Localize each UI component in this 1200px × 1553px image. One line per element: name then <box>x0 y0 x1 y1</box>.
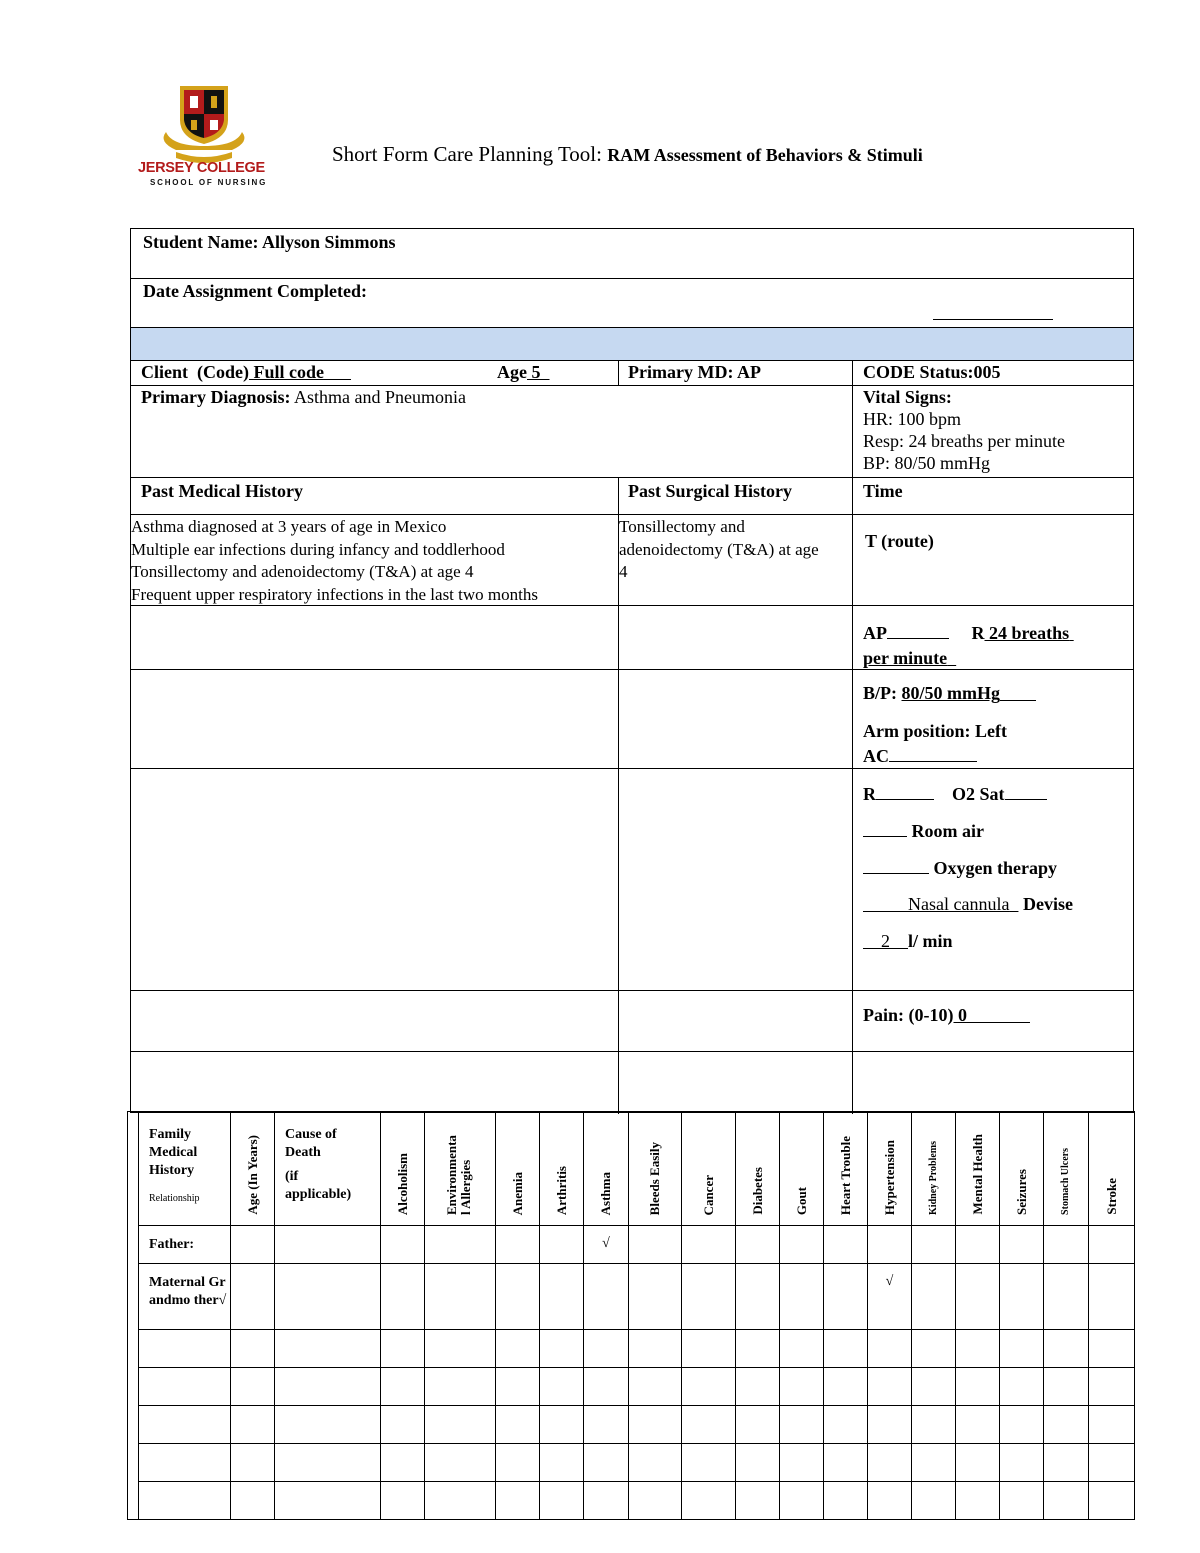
condition-header: Heart Trouble <box>824 1112 868 1226</box>
table-row <box>128 1330 1135 1368</box>
table-header-row <box>128 1112 1135 1226</box>
condition-header: Environmenta l Allergies <box>425 1112 496 1226</box>
lpm-label: l/ min <box>908 931 953 951</box>
student-name: Student Name: Allyson Simmons <box>143 232 396 252</box>
vital-hr: HR: 100 bpm <box>863 409 962 429</box>
list-item: Frequent upper respiratory infections in the last two months <box>131 584 538 604</box>
vital-bp: BP: 80/50 mmHg <box>863 453 991 473</box>
vital-signs-label: Vital Signs: <box>863 387 952 407</box>
past-medical-history-label: Past Medical History <box>141 481 303 501</box>
room-air-field <box>863 820 984 842</box>
logo-name: JERSEY COLLEGE <box>138 160 265 176</box>
age-field <box>497 361 550 383</box>
logo-subtitle: SCHOOL OF NURSING <box>150 178 268 187</box>
title-part1: Short Form Care Planning Tool: <box>332 142 602 166</box>
age-header: Age (In Years) <box>231 1112 275 1226</box>
ap-r-field <box>863 621 1074 671</box>
date-blank <box>933 319 1053 320</box>
condition-header: Diabetes <box>736 1112 780 1226</box>
condition-header: Cancer <box>682 1112 736 1226</box>
list-item: Asthma diagnosed at 3 years of age in Mexico <box>131 517 447 536</box>
medical-history-list <box>131 516 538 606</box>
family-history-table <box>127 1111 1135 1519</box>
client-code-label: Client (Code) <box>141 362 249 382</box>
time-label: Time <box>863 481 903 501</box>
age-label: Age <box>497 362 527 382</box>
bp-field <box>863 682 1036 704</box>
oxygen-therapy-field <box>863 857 1057 879</box>
family-history-header: Family Medical History Relationship <box>139 1112 231 1226</box>
condition-header: Kidney Problems <box>912 1112 956 1226</box>
cause-of-death-header: Cause of Death (if applicable) <box>275 1112 381 1226</box>
title-part2: RAM Assessment of Behaviors & Stimuli <box>607 145 923 165</box>
primary-diagnosis-label: Primary Diagnosis: <box>141 387 291 407</box>
list-item: adenoidectomy (T&A) at age <box>619 539 819 559</box>
table-row <box>128 1406 1135 1444</box>
condition-header: Bleeds Easily <box>629 1112 682 1226</box>
table-row <box>128 1444 1135 1482</box>
surgical-history-list <box>619 516 819 584</box>
condition-header: Mental Health <box>956 1112 1000 1226</box>
ap-label: AP <box>863 623 887 643</box>
vital-resp: Resp: 24 breaths per minute <box>863 431 1065 451</box>
past-surgical-history-label: Past Surgical History <box>628 481 792 501</box>
room-air-label: Room air <box>911 821 984 842</box>
code-status: CODE Status:005 <box>863 362 1001 382</box>
table-row <box>128 1368 1135 1406</box>
condition-header: Hypertension <box>868 1112 912 1226</box>
care-plan-form <box>130 228 1134 1113</box>
condition-header: Seizures <box>1000 1112 1044 1226</box>
pain-value: 0 <box>957 1005 967 1025</box>
relationship-label: Relationship <box>149 1193 200 1204</box>
table-row: Father: √ <box>128 1226 1135 1264</box>
ac-label: AC <box>863 746 889 766</box>
condition-header: Gout <box>780 1112 824 1226</box>
section-band <box>131 327 1133 360</box>
list-item: Tonsillectomy and <box>619 517 745 536</box>
bp-value: 80/50 mmHg <box>901 683 1000 703</box>
list-item: Tonsillectomy and adenoidectomy (T&A) at age 4 <box>131 562 474 581</box>
condition-header: Arthritis <box>540 1112 584 1226</box>
r-value-cont: per minute <box>863 648 948 668</box>
primary-diagnosis-value: Asthma and Pneumonia <box>294 387 466 407</box>
pain-field <box>863 1004 1030 1026</box>
condition-header: Alcoholism <box>381 1112 425 1226</box>
bp-label: B/P: <box>863 683 897 703</box>
condition-header: Stomach Ulcers <box>1044 1112 1089 1226</box>
condition-header: Asthma <box>584 1112 629 1226</box>
college-logo <box>136 80 272 192</box>
t-route-label: T (route) <box>865 531 934 551</box>
primary-md: Primary MD: AP <box>628 362 761 382</box>
client-code <box>141 361 351 383</box>
arm-position-label: Arm position: Left <box>863 721 1007 741</box>
devise-label: Devise <box>1022 894 1073 914</box>
age-value: 5 <box>531 362 541 382</box>
oxygen-therapy-label: Oxygen therapy <box>933 858 1057 879</box>
lpm-field <box>863 930 953 952</box>
list-item: 4 <box>619 562 628 581</box>
code-status-value: 005 <box>973 362 1001 382</box>
primary-diagnosis <box>141 386 466 408</box>
date-completed-label: Date Assignment Completed: <box>143 281 367 301</box>
client-code-value: Full code <box>253 362 324 382</box>
pain-label: Pain: (0-10) <box>863 1005 954 1025</box>
arm-position-field <box>863 719 1007 769</box>
table-row <box>128 1482 1135 1520</box>
table-margin <box>128 1112 139 1520</box>
condition-header: Anemia <box>496 1112 540 1226</box>
o2-sat-label: O2 Sat <box>952 784 1005 805</box>
list-item: Multiple ear infections during infancy and toddlerhood <box>131 539 505 559</box>
r-o2-field <box>863 783 1047 805</box>
page-title <box>332 142 923 167</box>
nasal-cannula-field <box>863 893 1073 915</box>
condition-header: Stroke <box>1089 1112 1135 1226</box>
vital-signs <box>863 386 1065 474</box>
table-row: Maternal Grandmo ther√ √ <box>128 1264 1135 1330</box>
nasal-cannula-value: Nasal cannula <box>908 894 1010 914</box>
r-label: R <box>971 623 985 643</box>
r2-label: R <box>863 784 876 805</box>
r-value: 24 breaths <box>989 623 1070 643</box>
lpm-value: 2 <box>881 931 890 951</box>
